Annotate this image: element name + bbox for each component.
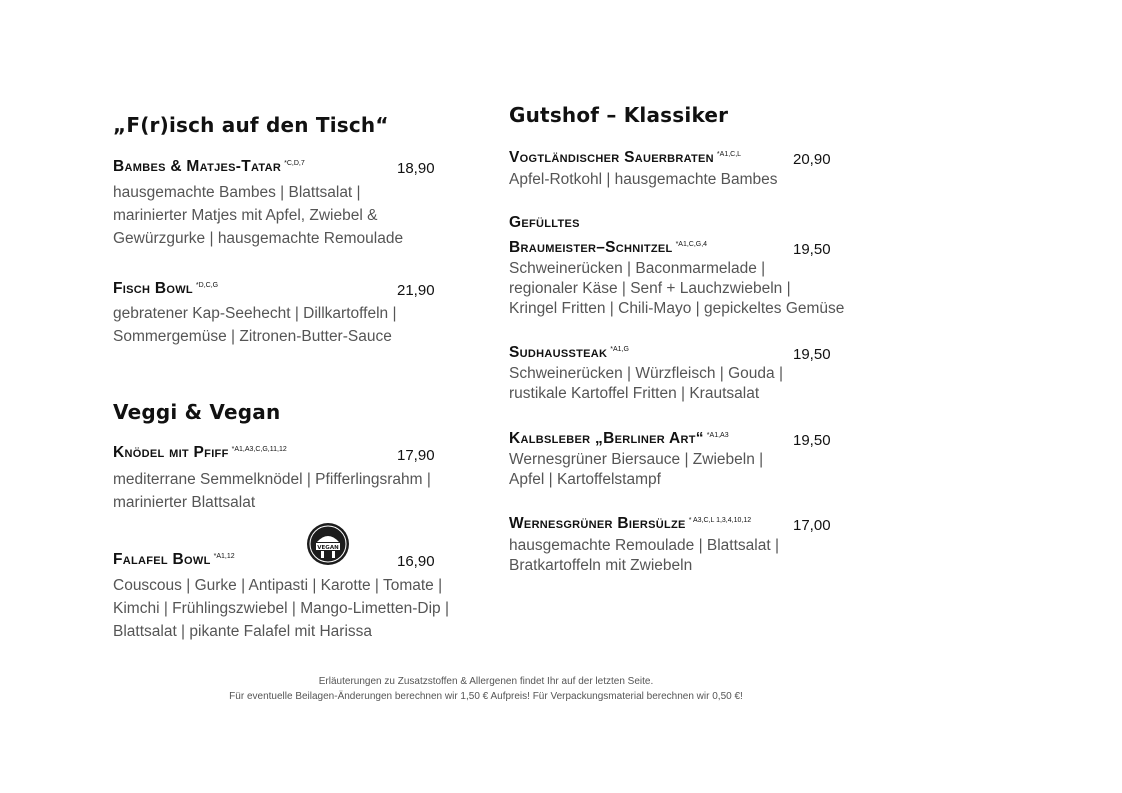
dish-description-sauerbraten: Apfel-Rotkohl | hausgemachte Bambes [509, 171, 778, 188]
dish-name-biersuelze: Wernesgrüner Biersülze $^{* A3,C,L 1,3,4,10,12}$ [509, 515, 752, 532]
dish-name-sauerbraten: Vogtländischer Sauerbraten $^{*A1,C,L}$ [509, 149, 742, 166]
dish-price-biersuelze: 17,00 [793, 517, 831, 534]
dish-description-schnitzel: Schweinerücken | Baconmarmelade | regionaler Käse | Senf + Lauchzwiebeln | Kringel Fritten | Chili-Mayo | gepickeltes Gemüse [509, 260, 845, 317]
dish-description-sudhaussteak: Schweinerücken | Würzfleisch | Gouda | rustikale Kartoffel Fritten | Krautsalat [509, 365, 783, 402]
dish-name-falafel-bowl: Falafel Bowl $^{*A1,12}$ [113, 551, 235, 568]
dish-name-bambes-matjes: Bambes & Matjes-Tatar $^{*C,D,7}$ [113, 158, 305, 175]
dish-name-schnitzel-line1: Gefülltes [509, 214, 580, 231]
allergen-codes: *A1,G [610, 346, 629, 353]
vegan-badge-icon [306, 522, 350, 566]
dish-price-bambes-matjes: 18,90 [397, 160, 435, 177]
allergen-codes: *A1,A3 [706, 432, 729, 439]
dish-price-knoedel: 17,90 [397, 447, 435, 464]
dish-price-sauerbraten: 20,90 [793, 151, 831, 168]
dish-name-kalbsleber: Kalbsleber „Berliner Art“ $^{*A1,A3}$ [509, 430, 729, 447]
section-title-veggi-vegan: Veggi & Vegan [113, 400, 281, 424]
dish-description-fisch-bowl: gebratener Kap-Seehecht | Dillkartoffeln | Sommergemüse | Zitronen-Butter-Sauce [113, 305, 397, 345]
dish-description-bambes-matjes: hausgemachte Bambes | Blattsalat | marinierter Matjes mit Apfel, Zwiebel & Gewürzgurke | hausgemachte Remoulade [113, 184, 404, 247]
allergen-codes: *A1,12 [213, 553, 235, 560]
dish-description-falafel-bowl: Couscous | Gurke | Antipasti | Karotte | Tomate | Kimchi | Frühlingszwiebel | Mango-Limetten-Dip | Blattsalat | pikante Falafel mit Harissa [113, 577, 449, 640]
dish-description-knoedel: mediterrane Semmelknödel | Pfifferlingsrahm | marinierter Blattsalat [113, 471, 431, 511]
dish-price-schnitzel: 19,50 [793, 241, 831, 258]
vegan-badge-label: VEGAN [317, 545, 339, 551]
dish-price-fisch-bowl: 21,90 [397, 282, 435, 299]
dish-price-sudhaussteak: 19,50 [793, 346, 831, 363]
allergen-codes: *A1,A3,C,G,11,12 [231, 446, 287, 453]
dish-description-biersuelze: hausgemachte Remoulade | Blattsalat | Bratkartoffeln mit Zwiebeln [509, 537, 779, 574]
footer-surcharge-note: Für eventuelle Beilagen-Änderungen berechnen wir 1,50 € Aufpreis! Für Verpackungsmaterial berechnen wir 0,50 €! [229, 691, 743, 702]
section-title-gutshof: Gutshof – Klassiker [509, 103, 729, 127]
footer-allergen-note: Erläuterungen zu Zusatzstoffen & Allergenen findet Ihr auf der letzten Seite. [318, 676, 654, 687]
allergen-codes: * A3,C,L 1,3,4,10,12 [688, 517, 752, 524]
dish-name-sudhaussteak: Sudhaussteak $^{*A1,G}$ [509, 344, 629, 361]
allergen-codes: *D,C,G [195, 282, 219, 289]
dish-price-kalbsleber: 19,50 [793, 432, 831, 449]
dish-name-fisch-bowl: Fisch Bowl $^{*D,C,G}$ [113, 280, 219, 297]
dish-price-falafel-bowl: 16,90 [397, 553, 435, 570]
dish-name-knoedel: Knödel mit Pfiff $^{*A1,A3,C,G,11,12}$ [113, 444, 287, 461]
allergen-codes: *A1,C,G,4 [675, 241, 708, 248]
allergen-codes: *A1,C,L [716, 151, 742, 158]
section-title-fish: „F(r)isch auf den Tisch“ [113, 113, 389, 137]
allergen-codes: *C,D,7 [284, 160, 305, 167]
footer-notes [0, 674, 972, 704]
dish-description-kalbsleber: Wernesgrüner Biersauce | Zwiebeln | Apfel | Kartoffelstampf [509, 451, 764, 488]
dish-name-schnitzel-line2: Braumeister–Schnitzel $^{*A1,C,G,4}$ [509, 239, 708, 256]
